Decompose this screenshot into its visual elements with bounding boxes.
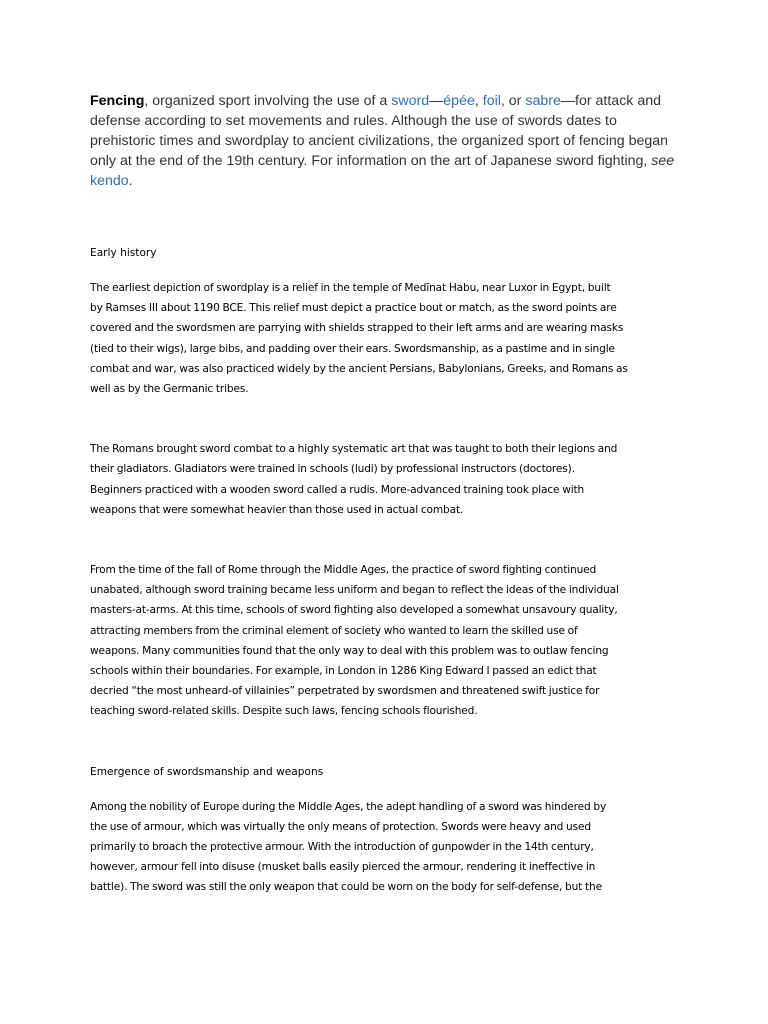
link-epee[interactable]: épée <box>443 93 475 109</box>
intro-paragraph <box>90 91 682 191</box>
paragraph-line: From the time of the fall of Rome through the Middle Ages, the practice of sword fighting continued <box>90 564 597 577</box>
paragraph <box>90 560 680 722</box>
section-heading: Emergence of swordsmanship and weapons <box>90 765 324 778</box>
paragraph-line: Beginners practiced with a wooden sword called a rudis. More-advanced training took place with <box>90 483 585 496</box>
paragraph-line: decried “the most unheard-of villainies” perpetrated by swordsmen and threatened swift justice for <box>90 685 600 698</box>
paragraph <box>90 278 680 399</box>
link-kendo[interactable]: kendo <box>90 173 129 189</box>
paragraph-line: masters-at-arms. At this time, schools of sword fighting also developed a somewhat unsavoury quality, <box>90 604 618 617</box>
paragraph-line: attracting members from the criminal element of society who wanted to learn the skilled use of <box>90 624 578 637</box>
link-sabre[interactable]: sabre <box>525 93 561 109</box>
link-sword[interactable]: sword <box>391 93 430 109</box>
paragraph-line: covered and the swordsmen are parrying with shields strapped to their left arms and are wearing masks <box>90 322 624 335</box>
paragraph-line: primarily to broach the protective armour. With the introduction of gunpowder in the 14th century, <box>90 841 594 854</box>
intro-text: —for attack and defense according to set movements and rules. Although the use of swords dates to prehistoric times and swordplay to ancient civilizations, the organized sport of fencing began only at the end of the 19th century. For information on the art of Japanese sword fighting, <box>90 93 669 169</box>
intro-text: , <box>474 93 483 109</box>
intro-term: Fencing <box>90 93 145 109</box>
intro-text: . <box>128 173 133 189</box>
intro-text: , or <box>500 93 526 109</box>
paragraph-line: (tied to their wigs), large bibs, and padding over their ears. Swordsmanship, as a pastime and in single <box>90 342 615 355</box>
paragraph-line: The earliest depiction of swordplay is a relief in the temple of Medīnat Habu, near Luxor in Egypt, built <box>90 282 611 294</box>
paragraph <box>90 439 680 520</box>
paragraph-line: schools within their boundaries. For example, in London in 1286 King Edward I passed an edict that <box>90 665 597 678</box>
paragraph-line: Among the nobility of Europe during the Middle Ages, the adept handling of a sword was hindered by <box>90 800 607 813</box>
section-heading: Early history <box>90 247 157 259</box>
intro-text: — <box>429 93 444 109</box>
paragraph-line: however, armour fell into disuse (musket balls easily pierced the armour, rendering it ineffective in <box>90 861 596 874</box>
intro-see: see <box>651 153 675 169</box>
paragraph-line: by Ramses III about 1190 BCE. This relief must depict a practice bout or match, as the sword points are <box>90 302 617 315</box>
intro-text: , organized sport involving the use of a <box>144 93 392 109</box>
link-foil[interactable]: foil <box>482 93 501 109</box>
paragraph-line: their gladiators. Gladiators were trained in schools (ludi) by professional instructors (doctores). <box>90 463 575 476</box>
paragraph-line: combat and war, was also practiced widely by the ancient Persians, Babylonians, Greeks, and Romans as <box>90 362 628 375</box>
paragraph-line: the use of armour, which was virtually the only means of protection. Swords were heavy and used <box>90 820 591 833</box>
paragraph-line: The Romans brought sword combat to a highly systematic art that was taught to both their legions and <box>90 443 618 456</box>
paragraph-line: weapons that were somewhat heavier than those used in actual combat. <box>90 503 464 516</box>
paragraph <box>90 797 680 898</box>
paragraph-line: battle). The sword was still the only weapon that could be worn on the body for self-defense, but the <box>90 881 602 894</box>
paragraph-line: weapons. Many communities found that the only way to deal with this problem was to outlaw fencing <box>90 644 609 657</box>
paragraph-line: well as by the Germanic tribes. <box>90 383 249 396</box>
paragraph-line: unabated, although sword training became less uniform and began to reflect the ideas of the individual <box>90 584 619 597</box>
paragraph-line: teaching sword-related skills. Despite such laws, fencing schools flourished. <box>90 705 478 718</box>
